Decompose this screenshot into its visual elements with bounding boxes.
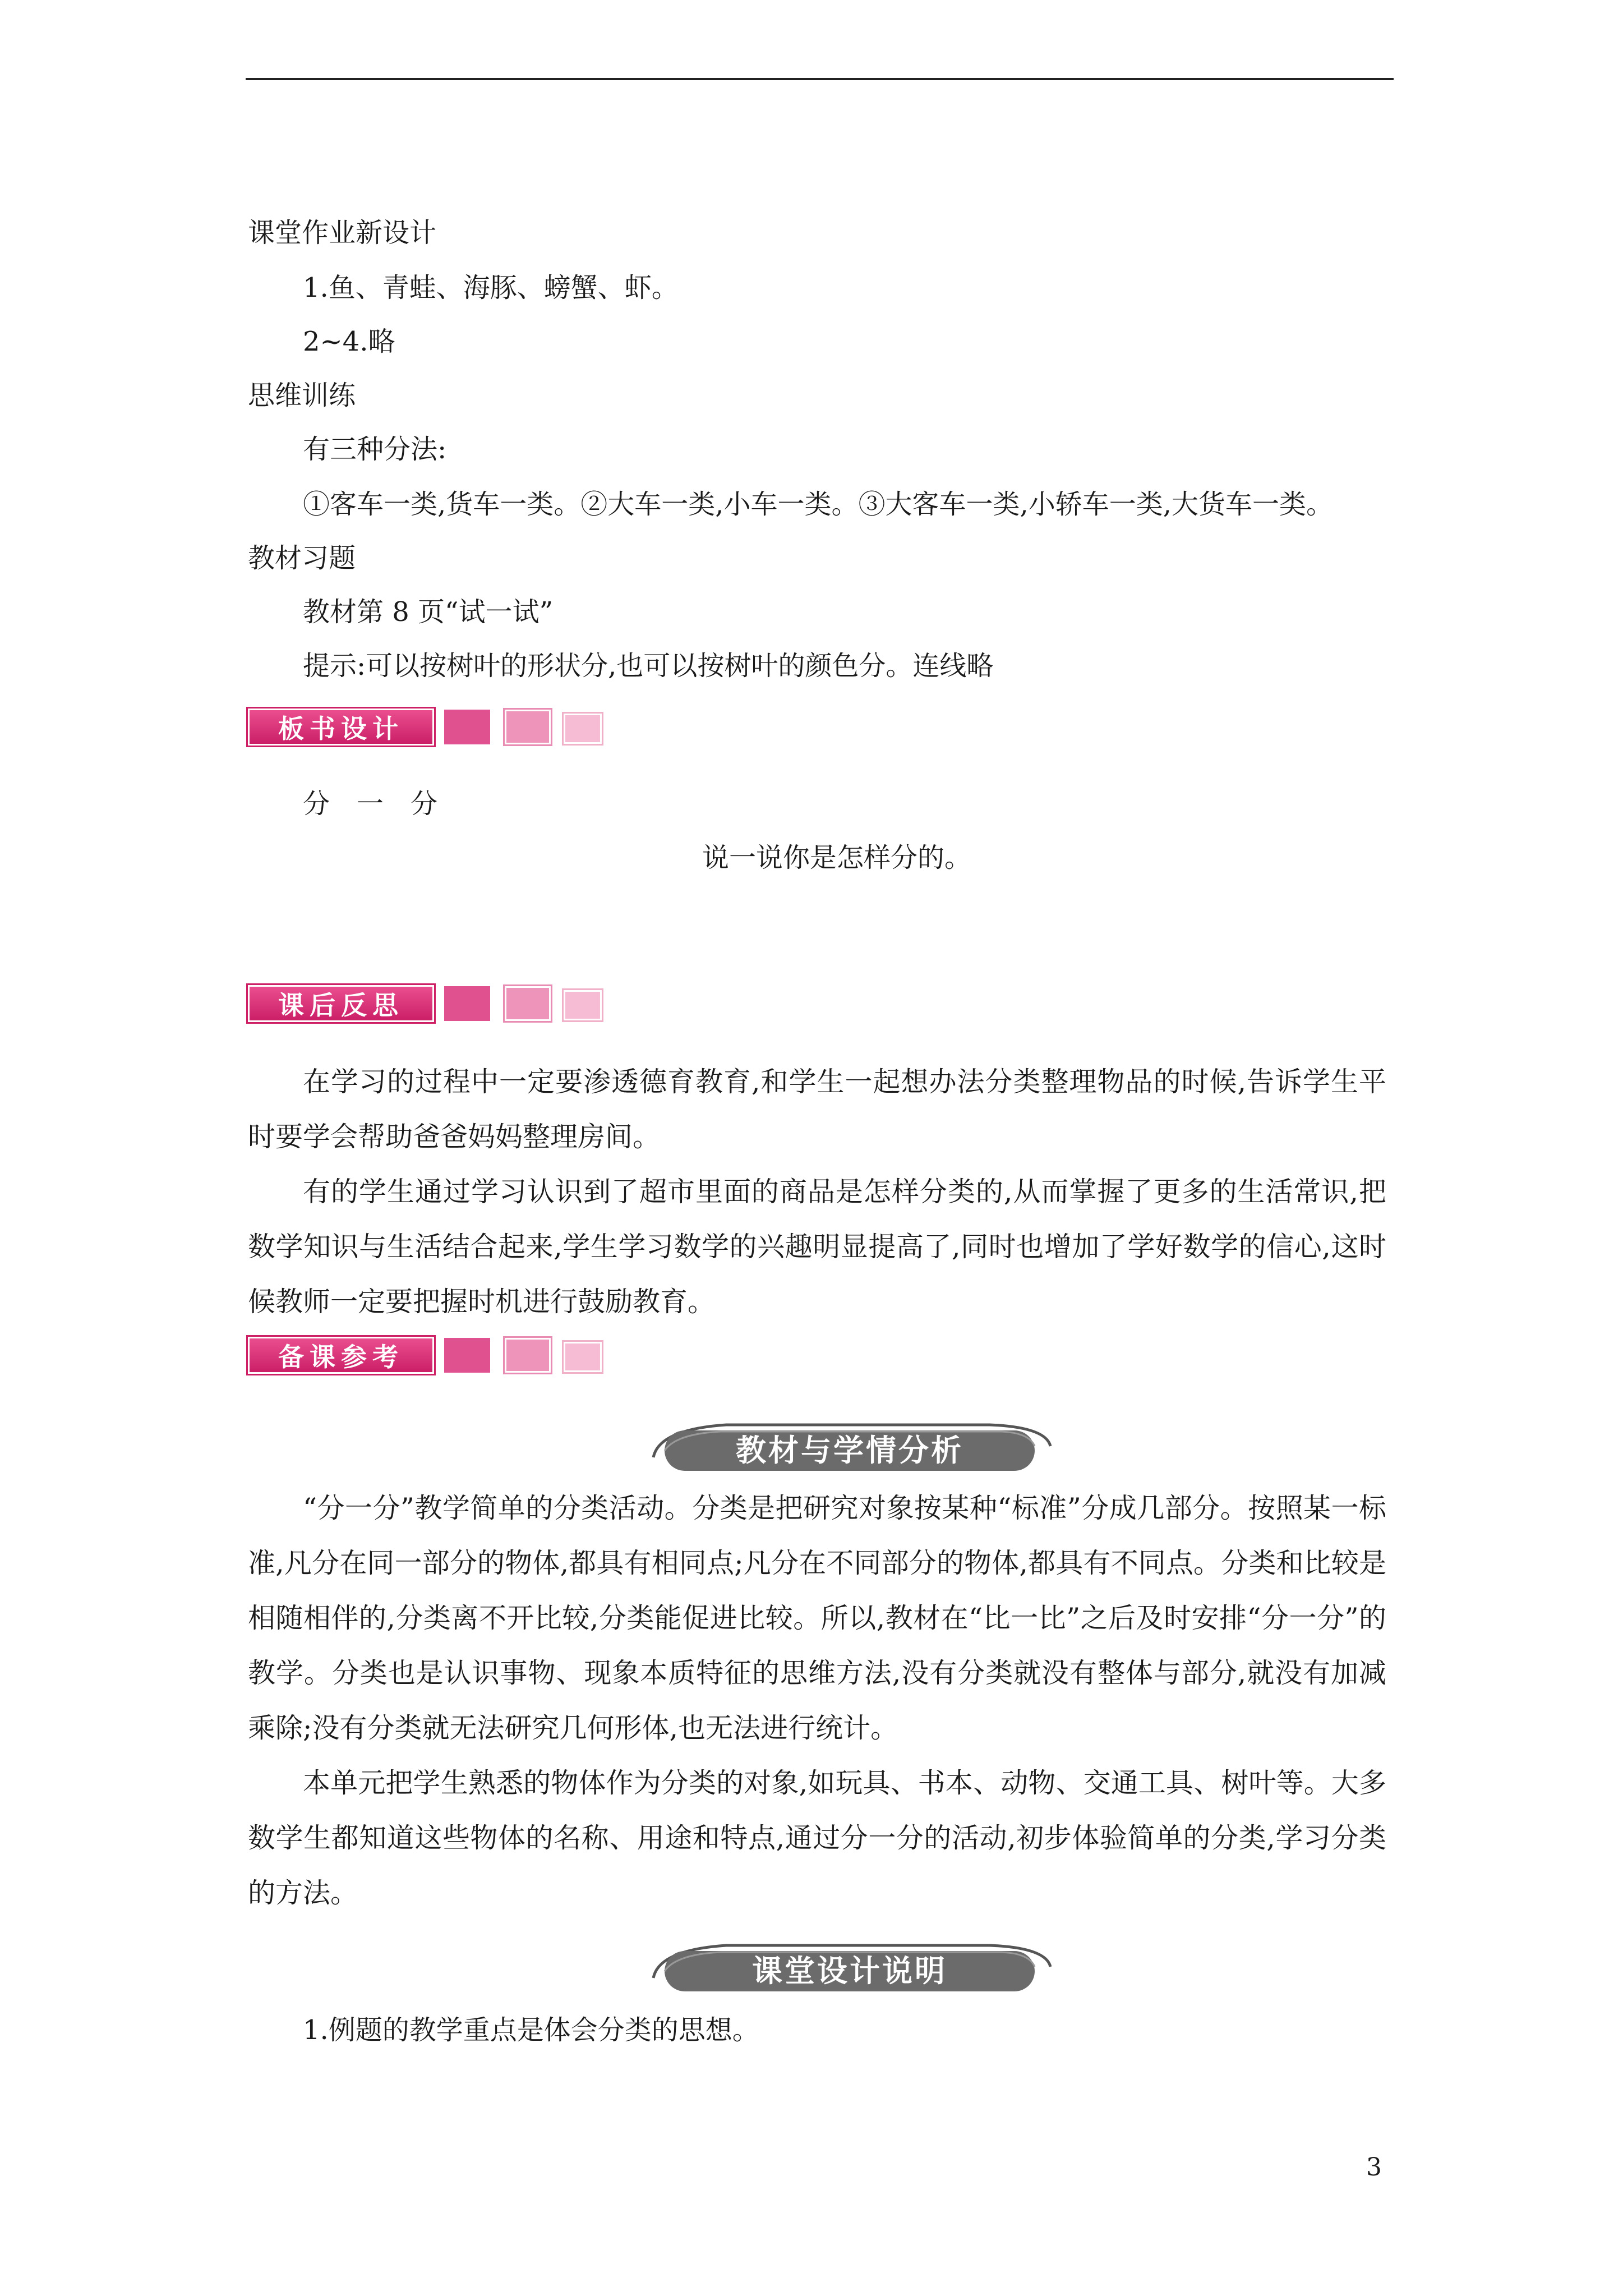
tag-square-light — [564, 1342, 602, 1372]
homework-heading: 课堂作业新设计 — [248, 217, 437, 249]
analysis-banner-label: 教材与学情分析 — [736, 1433, 963, 1468]
homework-item-2: 2~4.略 — [303, 326, 395, 357]
analysis-paragraph-1: “分一分”教学简单的分类活动。分类是把研究对象按某种“标准”分成几部分。按照某一标准,凡分在同一部分的物体,都具有相同点;凡分在不同部分的物体,都具有不同点。分类和比较是相随相伴的,分类离不开比较,分类能促进比较。所以,教材在“比一比”之后及时安排“分一分”的教学。分类也是认识事物、现象本质特征的思维方法,没有分类就没有整体与部分,就没有加减乘除;没有分类就无法研究几何形体,也无法进行统计。 — [248, 1492, 1386, 1744]
reflection-tag: 课后反思 — [248, 985, 434, 1022]
design-banner — [642, 1939, 1057, 1997]
textbook-heading: 教材习题 — [248, 542, 356, 574]
tag-square-dark — [444, 710, 490, 744]
thinking-methods: ①客车一类,货车一类。②大车一类,小车一类。③大客车一类,小轿车一类,大货车一类。 — [303, 489, 1334, 520]
analysis-banner — [642, 1418, 1057, 1476]
homework-item-1: 1.鱼、青蛙、海豚、螃蟹、虾。 — [303, 272, 679, 303]
design-item-1: 1.例题的教学重点是体会分类的思想。 — [303, 2014, 759, 2046]
board-title: 分 一 分 — [303, 788, 438, 820]
tag-square-dark — [444, 986, 490, 1021]
textbook-hint: 提示:可以按树叶的形状分,也可以按树叶的颜色分。连线略 — [303, 650, 994, 682]
design-banner-label: 课堂设计说明 — [752, 1953, 947, 1989]
board-subtitle: 说一说你是怎样分的。 — [702, 842, 972, 873]
header-rule — [246, 78, 1394, 80]
board-design-tag: 板书设计 — [248, 708, 434, 746]
thinking-intro: 有三种分法: — [303, 434, 447, 465]
tag-square-light — [564, 714, 602, 744]
tag-square-light — [564, 990, 602, 1020]
thinking-heading: 思维训练 — [248, 380, 356, 411]
tag-square-dark — [444, 1338, 490, 1373]
reflection-paragraph-1: 在学习的过程中一定要渗透德育教育,和学生一起想办法分类整理物品的时候,告诉学生平时要学会帮助爸爸妈妈整理房间。 — [248, 1066, 1386, 1153]
tag-square-mid — [505, 710, 551, 744]
tag-square-mid — [505, 1338, 551, 1373]
page-number: 3 — [1366, 2153, 1382, 2182]
analysis-paragraph-2: 本单元把学生熟悉的物体作为分类的对象,如玩具、书本、动物、交通工具、树叶等。大多数学生都知道这些物体的名称、用途和特点,通过分一分的活动,初步体验简单的分类,学习分类的方法。 — [248, 1767, 1386, 1909]
reference-tag: 备课参考 — [248, 1337, 434, 1374]
textbook-ref: 教材第 8 页“试一试” — [303, 596, 554, 628]
reflection-paragraph-2: 有的学生通过学习认识到了超市里面的商品是怎样分类的,从而掌握了更多的生活常识,把数学知识与生活结合起来,学生学习数学的兴趣明显提高了,同时也增加了学好数学的信心,这时候教师一定要把握时机进行鼓励教育。 — [248, 1176, 1386, 1318]
tag-square-mid — [505, 986, 551, 1021]
